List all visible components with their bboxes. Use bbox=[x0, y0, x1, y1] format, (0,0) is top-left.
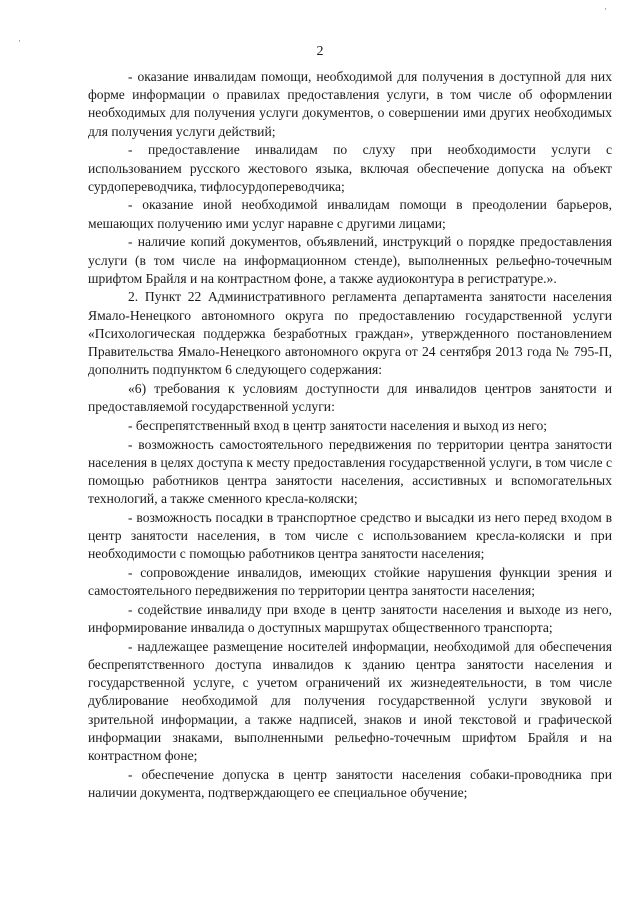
paragraph: - оказание иной необходимой инвалидам помощи в преодолении барьеров, мешающих получению ими услуг наравне с другими лицами; bbox=[88, 197, 612, 231]
paragraph: - возможность посадки в транспортное средство и высадки из него перед входом в центр занятости населения, в том числе с использованием кресла-коляски и при необходимости с помощью работников центра занятости населения; bbox=[88, 509, 612, 562]
paragraph: - возможность самостоятельного передвижения по территории центра занятости населения в целях доступа к месту предоставления государственной услуги, в том числе с помощью работников центра занятости населения, ассистивных и вспомогательных технологий, а также сменного кресла-коляски; bbox=[88, 436, 612, 507]
paragraph: - предоставление инвалидам по слуху при необходимости услуги с использованием русского жестового языка, включая обеспечение допуска на объект сурдопереводчика, тифлосурдопереводчика; bbox=[88, 142, 612, 194]
paragraph: - содействие инвалиду при входе в центр занятости населения и выходе из него, информирование инвалида о доступных маршрутах общественного транспорта; bbox=[88, 601, 612, 636]
paragraph: - обеспечение допуска в центр занятости населения собаки-проводника при наличии документа, подтверждающего ее специальное обучение; bbox=[88, 766, 612, 800]
scan-mark: · bbox=[18, 36, 21, 46]
paragraph: «6) требования к условиям доступности для инвалидов центров занятости и предоставляемой государственной услуги: bbox=[88, 380, 612, 415]
paragraph: - беспрепятственный вход в центр занятости населения и выход из него; bbox=[128, 417, 548, 433]
paragraph: 2. Пункт 22 Административного регламента департамента занятости населения Ямало-Ненецкого автономного округа по предоставлению государственной услуги «Психологическая поддержка безработных граждан», утвержденного постановлением Правительства Ямало-Ненецкого автономного округа от 24 сентября 2013 года № 795-П, дополнить подпунктом 6 следующего содержания: bbox=[88, 289, 612, 378]
page-number: 2 bbox=[316, 44, 324, 59]
paragraph: - оказание инвалидам помощи, необходимой для получения в доступной для них форме информации о правилах предоставления услуги, в том числе об оформлении необходимых для получения услуги документов, о совершении ими других необходимых для получения услуги действий; bbox=[88, 69, 612, 139]
paragraph: - сопровождение инвалидов, имеющих стойкие нарушения функции зрения и самостоятельного передвижения по территории центра занятости населения; bbox=[88, 564, 612, 599]
document-body bbox=[88, 68, 612, 803]
paragraph: - наличие копий документов, объявлений, инструкций о порядке предоставления услуги (в том числе на информационном стенде), выполненных рельефно-точечным шрифтом Брайля и на контрастном фоне, а также аудиоконтура в регистратуре.». bbox=[88, 234, 612, 286]
scan-mark: · bbox=[604, 4, 607, 14]
paragraph: - надлежащее размещение носителей информации, необходимой для обеспечения беспрепятственного доступа инвалидов к зданию центра занятости населения и государственной услуге, с учетом ограничений их жизнедеятельности, в том числе дублирование необходимой для получения государственной услуги звуковой и зрительной информации, а также надписей, знаков и иной текстовой и графической информации знаками, выполненными рельефно-точечным шрифтом Брайля и на контрастном фоне; bbox=[88, 638, 612, 764]
